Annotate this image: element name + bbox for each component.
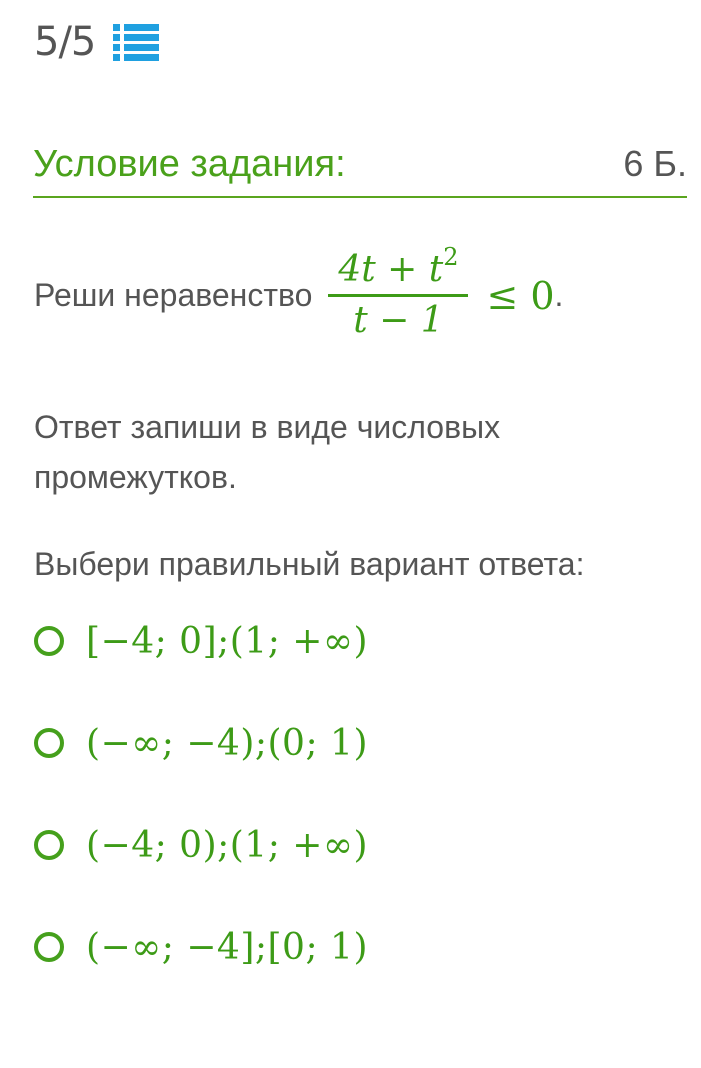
fraction-bar xyxy=(328,294,468,297)
numerator-exponent: 2 xyxy=(443,243,459,271)
answer-options xyxy=(34,610,654,1018)
answer-option[interactable] xyxy=(34,814,654,876)
fraction-denominator: t − 1 xyxy=(353,300,444,341)
answer-option-label: [−4; 0];(1; +∞) xyxy=(86,620,368,662)
header xyxy=(34,14,159,70)
question-counter: 5/5 xyxy=(34,19,96,65)
answer-option[interactable] xyxy=(34,610,654,672)
numerator-text: 4t + t xyxy=(338,249,444,290)
list-icon[interactable] xyxy=(113,22,159,62)
condition-title: Условие задания: xyxy=(33,142,346,185)
problem-prefix: Реши неравенство xyxy=(34,277,313,313)
answer-instruction: Ответ запиши в виде числовых промежутков. xyxy=(34,409,501,495)
problem-statement xyxy=(34,243,564,343)
radio-button[interactable] xyxy=(34,728,64,758)
inequality-relation: ≤ 0 xyxy=(486,273,555,318)
radio-button[interactable] xyxy=(34,932,64,962)
answer-option-label: (−∞; −4];[0; 1) xyxy=(86,926,368,968)
radio-button[interactable] xyxy=(34,626,64,656)
radio-button[interactable] xyxy=(34,830,64,860)
fraction-numerator xyxy=(332,243,464,292)
answer-option[interactable] xyxy=(34,916,654,978)
answer-option-label: (−∞; −4);(0; 1) xyxy=(86,722,368,764)
answer-option-label: (−4; 0);(1; +∞) xyxy=(86,824,368,866)
problem-suffix: . xyxy=(554,277,564,313)
points-label: 6 Б. xyxy=(623,143,687,184)
fraction xyxy=(328,243,468,343)
choose-label: Выбери правильный вариант ответа: xyxy=(34,546,585,582)
condition-header xyxy=(33,132,687,198)
answer-option[interactable] xyxy=(34,712,654,774)
